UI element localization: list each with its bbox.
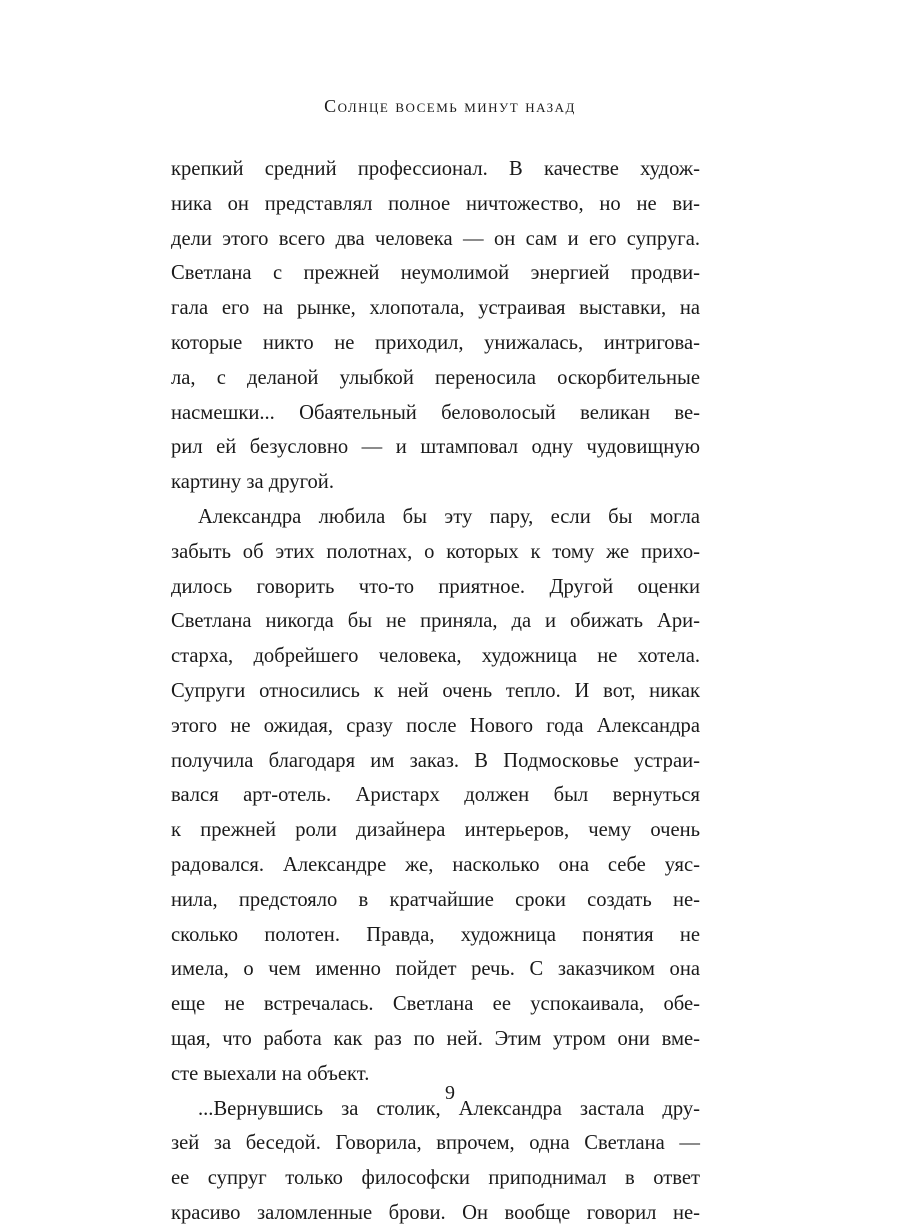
- text-line: крепкий средний профессионал. В качестве худож-: [171, 158, 700, 180]
- text-line: Светлана никогда бы не приняла, да и обижать Ари-: [171, 610, 700, 633]
- running-head: Солнце восемь минут назад: [324, 96, 576, 116]
- text-line: старха, добрейшего человека, художница не хотела.: [171, 645, 700, 668]
- text-line: нила, предстояло в кратчайшие сроки создать не-: [171, 888, 700, 911]
- text-line: ла, с деланой улыбкой переносила оскорбительные: [171, 366, 700, 389]
- text-line: Александра любила бы эту пару, если бы могла: [198, 505, 700, 528]
- text-line: насмешки... Обаятельный беловолосый великан ве-: [171, 401, 700, 424]
- text-line: которые никто не приходил, унижалась, интригова-: [171, 331, 700, 354]
- text-line: забыть об этих полотнах, о которых к тому же прихо-: [171, 540, 700, 563]
- text-line: дилось говорить что-то приятное. Другой оценки: [171, 575, 700, 598]
- text-line: к прежней роли дизайнера интерьеров, чему очень: [171, 819, 700, 842]
- text-line: ...Вернувшись за столик, Александра застала дру-: [198, 1097, 700, 1120]
- text-line: вался арт-отель. Аристарх должен был вернуться: [171, 784, 700, 807]
- text-line: зей за беседой. Говорила, впрочем, одна Светлана —: [171, 1132, 700, 1155]
- page-number: 9: [445, 1082, 455, 1104]
- text-line: сколько полотен. Правда, художница понятия не: [171, 923, 700, 946]
- text-line: имела, о чем именно пойдет речь. С заказчиком она: [171, 958, 700, 981]
- text-line: получила благодаря им заказ. В Подмосковье устраи-: [171, 749, 700, 772]
- text-line: щая, что работа как раз по ней. Этим утром они вме-: [171, 1027, 700, 1050]
- text-line: Супруги относились к ней очень тепло. И вот, никак: [171, 679, 700, 702]
- text-line: картину за другой.: [171, 471, 334, 494]
- text-line: ее супруг только философски приподнимал в ответ: [171, 1167, 700, 1190]
- text-line: рил ей безусловно — и штамповал одну чудовищную: [171, 436, 700, 459]
- text-line: радовался. Александре же, насколько она себе уяс-: [171, 853, 700, 876]
- text-line: гала его на рынке, хлопотала, устраивая выставки, на: [171, 297, 700, 320]
- text-line: дели этого всего два человека — он сам и его супруга.: [171, 227, 700, 250]
- text-line: Светлана с прежней неумолимой энергией продви-: [171, 262, 700, 285]
- body-text: [171, 152, 700, 1231]
- text-line: этого не ожидая, сразу после Нового года Александра: [171, 714, 700, 737]
- text-line: ника он представлял полное ничтожество, но не ви-: [171, 192, 700, 215]
- text-line: красиво заломленные брови. Он вообще говорил не-: [171, 1201, 700, 1224]
- text-line: сте выехали на объект.: [171, 1062, 370, 1085]
- text-line: еще не встречалась. Светлана ее успокаивала, обе-: [171, 993, 700, 1016]
